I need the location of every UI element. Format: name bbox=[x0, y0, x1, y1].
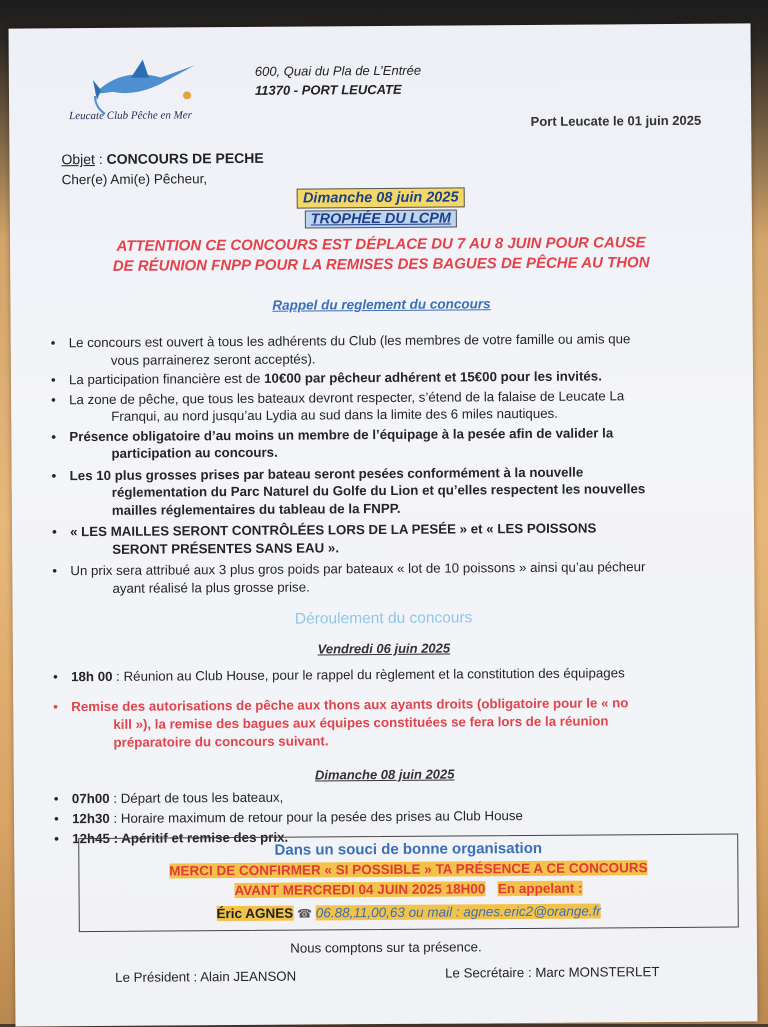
rule-item bbox=[49, 330, 729, 370]
rule-item bbox=[50, 558, 730, 598]
bullet: • bbox=[51, 524, 57, 540]
rule-item bbox=[49, 386, 729, 426]
event-date: Dimanche 08 juin 2025 bbox=[297, 187, 465, 208]
rule-text: Franqui, au nord jusqu’au Lydia au sud dans la limite des 6 miles nautiques. bbox=[111, 405, 558, 424]
sunday-title: Dimanche 08 juin 2025 bbox=[314, 766, 455, 783]
bullet: • bbox=[53, 811, 59, 827]
place-date: Port Leucate le 01 juin 2025 bbox=[530, 112, 702, 129]
friday-title-row bbox=[13, 637, 755, 660]
contact-row bbox=[80, 903, 738, 923]
subject-line bbox=[61, 150, 263, 167]
greeting: Cher(e) Ami(e) Pêcheur, bbox=[61, 171, 208, 188]
closing: Nous comptons sur ta présence. bbox=[290, 939, 482, 956]
secretary-signature: Le Secrétaire : Marc MONSTERLET bbox=[445, 964, 660, 981]
rule-item bbox=[49, 423, 729, 463]
bullet: • bbox=[52, 669, 58, 685]
bullet: • bbox=[53, 791, 59, 807]
schedule-item bbox=[52, 806, 732, 829]
box-line2-row bbox=[79, 879, 737, 902]
box-line-2b: En appelant : bbox=[497, 880, 583, 897]
schedule-time: 07h00 bbox=[71, 790, 110, 807]
rule-text: vous parrainerez seront acceptés). bbox=[110, 350, 316, 368]
schedule-text: : Horaire maximum de retour pour la pesée des prises au Club House bbox=[109, 808, 523, 826]
rule-text bbox=[69, 367, 729, 389]
rule-text: Présence obligatoire d’au moins un membre de l’équipage à la pesée afin de valider la bbox=[69, 424, 614, 444]
schedule-text: kill »), la remise des bagues aux équipes constituées se fera lors de la réunion bbox=[113, 713, 609, 732]
address-line-1: 600, Quai du Pla de L’Entrée bbox=[254, 62, 422, 79]
schedule-item bbox=[51, 664, 731, 687]
friday-title: Vendredi 06 juin 2025 bbox=[317, 640, 451, 657]
subject-label: Objet bbox=[61, 151, 95, 168]
rule-text-plain: La participation financière est de bbox=[68, 370, 265, 388]
box-title: Dans un souci de bonne organisation bbox=[274, 839, 543, 859]
contact-name: Éric AGNES bbox=[216, 905, 294, 922]
schedule-text: préparatoire du concours suivant. bbox=[113, 733, 329, 750]
schedule-time: 18h 00 bbox=[70, 668, 113, 685]
rule-item bbox=[49, 367, 729, 389]
bullet: • bbox=[51, 467, 57, 483]
schedule-item bbox=[51, 694, 731, 753]
schedule-item bbox=[52, 786, 732, 809]
rule-text-bold: 10€00 par pêcheur adhérent et 15€00 pour les invités. bbox=[264, 368, 602, 386]
contact-detail[interactable]: 06.88,11,00,63 ou mail : agnes.eric2@orange.fr bbox=[315, 903, 601, 921]
bullet: • bbox=[53, 699, 58, 715]
deroulement-title: Déroulement du concours bbox=[294, 609, 473, 628]
rule-text: La zone de pêche, que tous les bateaux devront respecter, s’étend de la falaise de Leucate La bbox=[69, 387, 625, 407]
sunday-title-row bbox=[14, 763, 756, 786]
rules-title: Rappel du reglement du concours bbox=[272, 296, 491, 313]
rule-text: réglementation du Parc Naturel du Golfe du Lion et qu’elles respectent les nouvelles bbox=[111, 481, 646, 500]
trophy-row bbox=[10, 207, 752, 230]
schedule-time: 12h30 bbox=[71, 810, 110, 827]
letter-page bbox=[9, 23, 758, 1026]
bullet: • bbox=[51, 428, 57, 444]
subject-separator: : bbox=[94, 150, 107, 168]
president-signature: Le Président : Alain JEANSON bbox=[115, 968, 297, 985]
bullet: • bbox=[50, 335, 56, 351]
trophy-title: TROPHÉE DU LCPM bbox=[305, 209, 457, 228]
rule-item bbox=[50, 519, 730, 559]
bullet: • bbox=[50, 372, 56, 388]
rule-text: « LES MAILLES SERONT CONTRÔLÉES LORS DE LA PESÉE » et « LES POISSONS bbox=[69, 520, 597, 540]
rules-list bbox=[49, 330, 731, 600]
box-line1-row bbox=[79, 859, 737, 882]
friday-schedule bbox=[51, 664, 732, 755]
attention-line-2: DE RÉUNION FNPP POUR LA REMISES DES BAGUES DE PÊCHE AU THON bbox=[112, 254, 650, 275]
schedule-text: : Départ de tous les bateaux, bbox=[109, 789, 284, 806]
rule-text: SERONT PRÉSENTES SANS EAU ». bbox=[112, 539, 340, 557]
phone-icon: ☎ bbox=[297, 906, 313, 921]
rule-text: Les 10 plus grosses prises par bateau seront pesées conformément à la nouvelle bbox=[69, 464, 584, 483]
rule-text: participation au concours. bbox=[111, 444, 278, 461]
schedule-text: : Réunion au Club House, pour le rappel du règlement et la constitution des équipages bbox=[112, 665, 625, 684]
attention-line-1: ATTENTION CE CONCOURS EST DÉPLACE DU 7 AU 8 JUIN POUR CAUSE bbox=[116, 234, 646, 255]
club-name: Leucate Club Pêche en Mer bbox=[69, 109, 192, 123]
rule-text: Un prix sera attribué aux 3 plus gros poids par bateaux « lot de 10 poissons » ainsi qu’au pécheur bbox=[70, 559, 646, 579]
subject-value: CONCOURS DE PECHE bbox=[106, 149, 264, 167]
address-line-2: 11370 - PORT LEUCATE bbox=[254, 81, 402, 98]
rule-text: ayant réalisé la plus grosse prise. bbox=[112, 579, 310, 596]
box-line-1: MERCI DE CONFIRMER « SI POSSIBLE » TA PRÉSENCE A CE CONCOURS bbox=[169, 860, 648, 879]
event-date-row bbox=[10, 185, 752, 210]
bullet: • bbox=[52, 563, 58, 579]
rule-text: mailles réglementaires du tableau de la FNPP. bbox=[111, 500, 401, 518]
confirmation-box bbox=[78, 834, 739, 933]
schedule-text: : Apéritif et remise des prix. bbox=[109, 829, 289, 846]
bullet: • bbox=[51, 391, 56, 407]
box-title-row bbox=[79, 839, 737, 862]
marlin-logo-icon bbox=[91, 55, 201, 116]
rule-text: Le concours est ouvert à tous les adhérents du Club (les membres de votre famille ou amis que bbox=[68, 331, 631, 351]
rules-title-row bbox=[10, 293, 752, 316]
bullet: • bbox=[54, 831, 59, 847]
box-line-2: AVANT MERCREDI 04 JUIN 2025 18H00 bbox=[234, 881, 486, 899]
rule-item bbox=[50, 462, 730, 519]
schedule-text: Remise des autorisations de pêche aux thons aux ayants droits (obligatoire pour le « no bbox=[71, 695, 629, 715]
schedule-time: 12h45 bbox=[72, 830, 110, 847]
